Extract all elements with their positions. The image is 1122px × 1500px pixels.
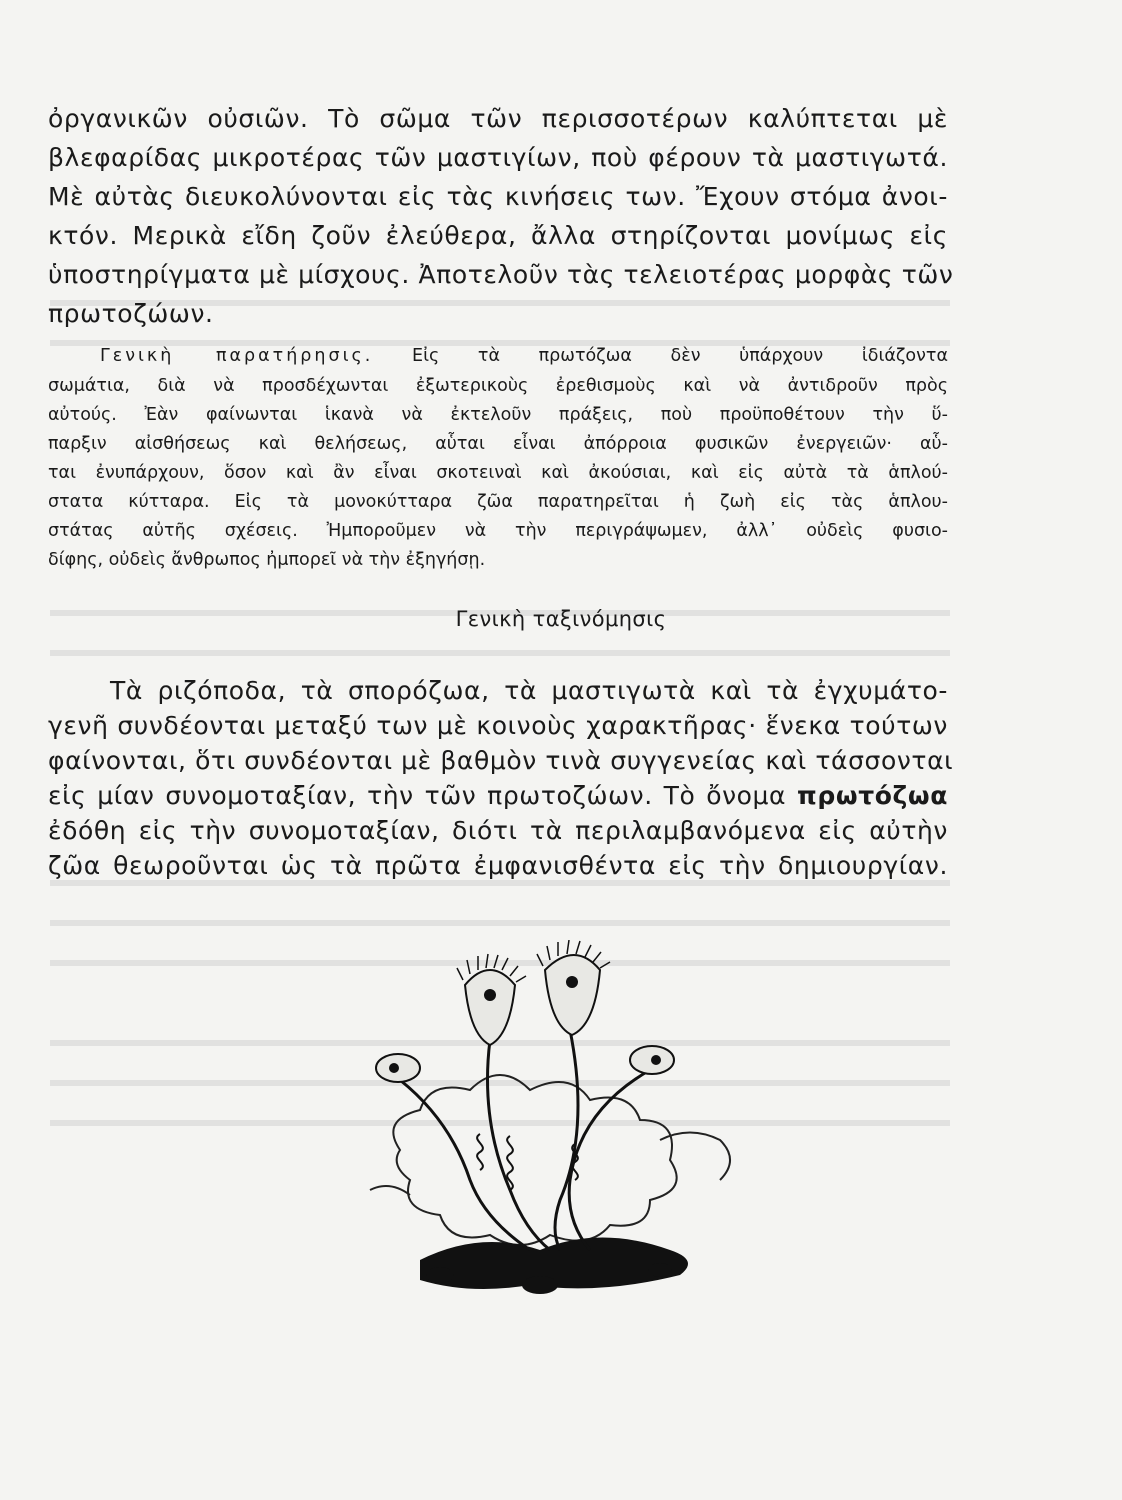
- paragraph1-line: βλεφαρίδας μικροτέρας τῶν μαστιγίων, ποὺ φέρουν τὰ μαστιγωτά.: [48, 143, 948, 172]
- paragraph1-line: πρωτοζώων.: [48, 299, 214, 328]
- note-line: ται ἐνυπάρχουν, ὅσον καὶ ἂν εἶναι σκοτειναὶ καὶ ἀκούσιαι, καὶ εἰς αὐτὰ τὰ ἁπλού-: [48, 463, 948, 483]
- paragraph1-line: κτόν. Μερικὰ εἴδη ζοῦν ἐλεύθερα, ἄλλα στηρίζονται μονίμως εἰς: [48, 221, 948, 250]
- paragraph1-line: Μὲ αὐτὰς διευκολύνονται εἰς τὰς κινήσεις των. Ἔχουν στόμα ἀνοι-: [48, 182, 948, 211]
- paragraph2-line: γενῆ συνδέονται μεταξύ των μὲ κοινοὺς χαρακτῆρας· ἕνεκα τούτων: [48, 711, 948, 740]
- note-line: παρξιν αἰσθήσεως καὶ θελήσεως, αὗται εἶναι ἀπόρροια φυσικῶν ἐνεργειῶν· αὗ-: [48, 434, 948, 454]
- bold-term: πρωτόζωα: [797, 781, 949, 810]
- note-first-line-text: Εἰς τὰ πρωτόζωα δὲν ὑπάρχουν ἰδιάζοντα: [412, 346, 948, 366]
- paragraph2-line-text: εἰς μίαν συνομοταξίαν, τὴν τῶν πρωτοζώων. Τὸ ὄνομα: [48, 781, 787, 810]
- paragraph2-line: Τὰ ριζόποδα, τὰ σπορόζωα, τὰ μαστιγωτὰ καὶ τὰ ἐγχυμάτο-: [110, 676, 948, 705]
- note-line: στάτας αὐτῆς σχέσεις. Ἠμποροῦμεν νὰ τὴν περιγράψωμεν, ἀλλ᾽ οὐδεὶς φυσιο-: [48, 521, 948, 541]
- note-label: Γενικὴ παρατήρησις.: [100, 346, 374, 366]
- vorticella-illustration: [360, 940, 780, 1320]
- note-line: στατα κύτταρα. Εἰς τὰ μονοκύτταρα ζῶα παρατηρεῖται ἡ ζωὴ εἰς τὰς ἁπλου-: [48, 492, 948, 512]
- paragraph2-line: ἐδόθη εἰς τὴν συνομοταξίαν, διότι τὰ περιλαμβανόμενα εἰς αὐτὴν: [48, 816, 948, 845]
- paragraph2-line: [48, 781, 948, 810]
- section-heading: Γενικὴ ταξινόμησις: [455, 607, 667, 631]
- note-line: δίφης, οὐδεὶς ἄνθρωπος ἠμπορεῖ νὰ τὴν ἐξηγήσῃ.: [48, 550, 486, 570]
- paragraph2-line: ζῶα θεωροῦνται ὡς τὰ πρῶτα ἐμφανισθέντα εἰς τὴν δημιουργίαν.: [48, 851, 948, 880]
- note-line: αὐτούς. Ἐὰν φαίνωνται ἱκανὰ νὰ ἐκτελοῦν πράξεις, ποὺ προϋποθέτουν τὴν ὕ-: [48, 405, 948, 425]
- note-first-line: [100, 346, 948, 366]
- paragraph2-line: φαίνονται, ὅτι συνδέονται μὲ βαθμὸν τινὰ συγγενείας καὶ τάσσονται: [48, 746, 954, 775]
- paragraph1-line: ὀργανικῶν οὐσιῶν. Τὸ σῶμα τῶν περισσοτέρων καλύπτεται μὲ: [48, 104, 948, 133]
- note-line: σωμάτια, διὰ νὰ προσδέχωνται ἐξωτερικοὺς ἐρεθισμοὺς καὶ νὰ ἀντιδροῦν πρὸς: [48, 376, 948, 396]
- paragraph1-line: ὑποστηρίγματα μὲ μίσχους. Ἀποτελοῦν τὰς τελειοτέρας μορφὰς τῶν: [48, 260, 954, 289]
